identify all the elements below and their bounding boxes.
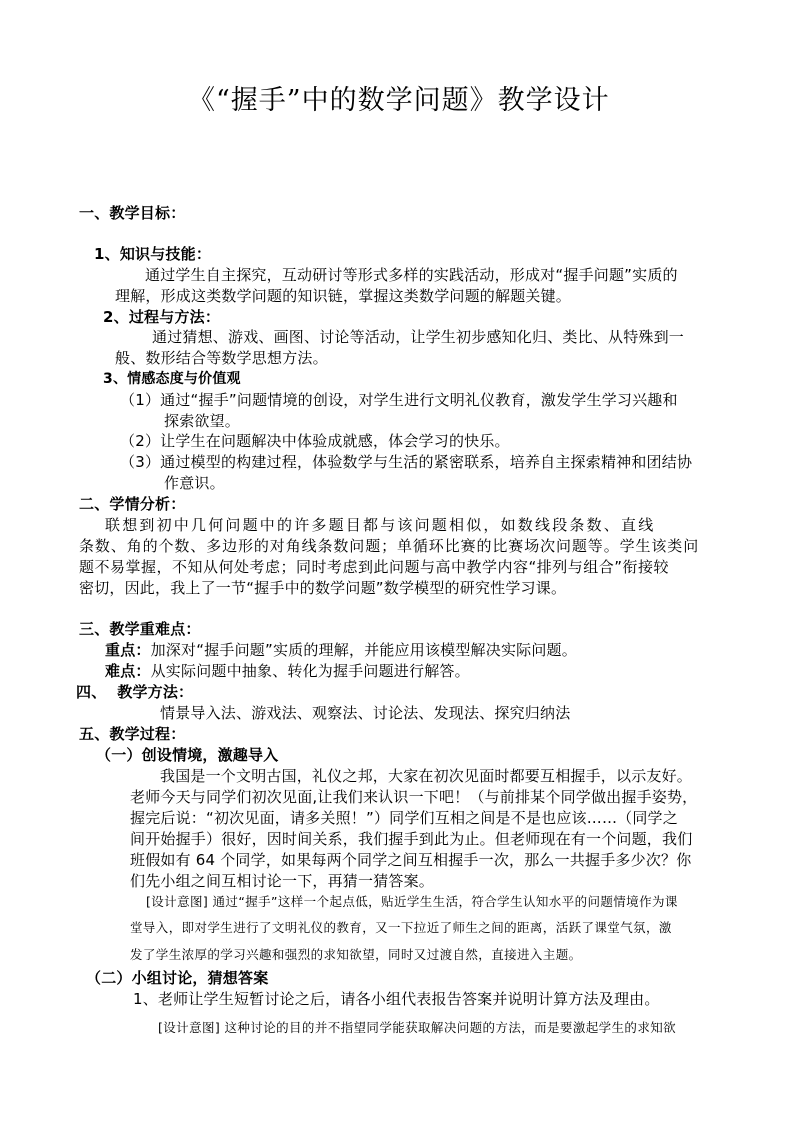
section-heading-process: 五、教学过程： xyxy=(79,725,186,743)
part-heading-scenario: （一）创设情境，激趣导入 xyxy=(96,746,279,764)
design-note-line: 发了学生浓厚的学习兴趣和强烈的求知欲望，同时又过渡自然，直接进入主题。 xyxy=(130,947,582,962)
page-title: 《“握手”中的数学问题》教学设计 xyxy=(188,85,610,116)
list-item: 探索欲望。 xyxy=(164,412,241,430)
paragraph-line: 1、老师让学生短暂讨论之后，请各小组代表报告答案并说明计算方法及理由。 xyxy=(133,990,660,1008)
paragraph-line: 握完后说：“初次见面，请多关照！”）同学们互相之间是不是也应该……（同学之 xyxy=(130,809,678,827)
paragraph-line: 我国是一个文明古国，礼仪之邦，大家在初次见面时都要互相握手，以示友好。 xyxy=(160,767,693,785)
paragraph-line: 密切，因此，我上了一节“握手中的数学问题”数学模型的研究性学习课。 xyxy=(79,579,567,597)
subheading-process: 2、过程与方法： xyxy=(103,308,221,326)
paragraph-line: 通过学生自主探究，互动研讨等形式多样的实践活动，形成对“握手问题”实质的 xyxy=(145,266,678,284)
key-point-label: 重点： xyxy=(105,641,151,659)
subheading-knowledge: 1、知识与技能： xyxy=(94,245,212,263)
section-heading-key-points: 三、教学重难点： xyxy=(79,620,201,638)
paragraph-line: 通过猜想、游戏、画图、讨论等活动，让学生初步感知化归、类比、从特殊到一 xyxy=(152,328,685,346)
paragraph-line: 班假如有 64 个同学，如果每两个同学之间互相握手一次，那么一共握手多少次？你 xyxy=(130,851,692,869)
subheading-attitude: 3、情感态度与价值观 xyxy=(103,371,241,387)
key-point-line xyxy=(105,640,577,660)
key-point-text: 加深对“握手问题”实质的理解，并能应用该模型解决实际问题。 xyxy=(150,641,577,659)
paragraph-line: 间开始握手）很好，因时间关系，我们握手到此为止。但老师现在有一个问题，我们 xyxy=(130,830,693,848)
methods-text: 情景导入法、游戏法、观察法、讨论法、发现法、探究归纳法 xyxy=(160,704,571,722)
design-note-line: 堂导入，即对学生进行了文明礼仪的教育，又一下拉近了师生之间的距离，活跃了课堂气氛，激 xyxy=(130,920,672,935)
design-note-line: [设计意图] 通过“握手”这样一个起点低，贴近学生生活，符合学生认知水平的问题情境作为课 xyxy=(146,894,678,909)
difficulty-line xyxy=(105,661,470,681)
difficulty-label: 难点： xyxy=(105,662,151,680)
list-item: （3）通过模型的构建过程，体验数学与生活的紧密联系，培养自主探索精神和团结协 xyxy=(120,453,693,471)
section-heading-objectives: 一、教学目标： xyxy=(79,204,186,222)
section-heading-analysis: 二、学情分析： xyxy=(79,495,186,513)
paragraph-line: 般、数形结合等数学思想方法。 xyxy=(115,349,328,367)
paragraph-line: 老师今天与同学们初次见面,让我们来认识一下吧！（与前排某个同学做出握手姿势， xyxy=(130,788,698,806)
list-item: （2）让学生在问题解决中体验成就感，体会学习的快乐。 xyxy=(120,432,510,450)
paragraph-line: 理解，形成这类数学问题的知识链，掌握这类数学问题的解题关键。 xyxy=(115,287,572,305)
paragraph-line: 题不易掌握，不知从何处考虑；同时考虑到此问题与高中教学内容“排列与组合”衔接较 xyxy=(79,558,670,576)
list-item: 作意识。 xyxy=(164,474,225,492)
section-heading-methods: 四、 教学方法： xyxy=(76,683,194,701)
paragraph-line: 们先小组之间互相讨论一下，再猜一猜答案。 xyxy=(130,872,435,890)
paragraph-line: 联想到初中几何问题中的许多题目都与该问题相似，如数线段条数、直线 xyxy=(105,516,656,534)
part-heading-discussion: （二）小组讨论，猜想答案 xyxy=(86,969,269,987)
difficulty-text: 从实际问题中抽象、转化为握手问题进行解答。 xyxy=(150,662,470,680)
paragraph-line: 条数、角的个数、多边形的对角线条数问题；单循环比赛的比赛场次问题等。学生该类问 xyxy=(79,537,700,555)
list-item: （1）通过“握手”问题情境的创设，对学生进行文明礼仪教育，激发学生学习兴趣和 xyxy=(120,391,678,409)
design-note-line: [设计意图] 这种讨论的目的并不指望同学能获取解决问题的方法，而是要激起学生的求知欲 xyxy=(158,1020,677,1035)
